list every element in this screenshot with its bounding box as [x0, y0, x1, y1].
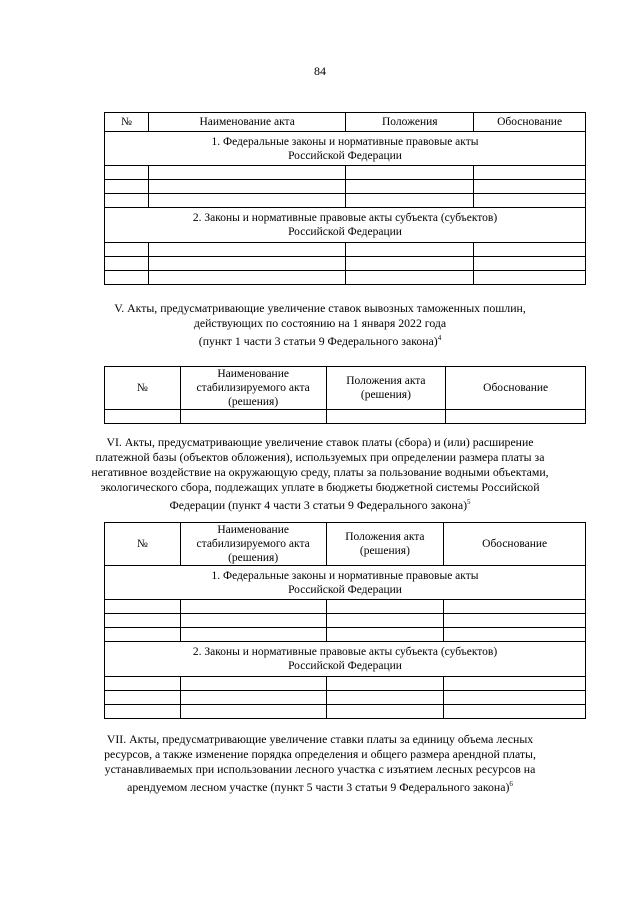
section-row-federal — [105, 132, 586, 166]
section-title-line1: 1. Федеральные законы и нормативные правовые акты — [211, 135, 479, 148]
table-row — [105, 614, 586, 628]
table-header-row — [105, 367, 586, 410]
section-title-line2: Российской Федерации — [288, 583, 402, 596]
acts-table-1 — [104, 112, 586, 285]
header-number: № — [105, 523, 181, 566]
acts-table-3 — [104, 522, 586, 719]
section-vi-heading — [70, 435, 570, 513]
acts-table-2 — [104, 366, 586, 424]
footnote-marker: 4 — [437, 334, 442, 342]
section-title-line2: Российской Федерации — [288, 226, 402, 238]
header-provisions: Положения акта (решения) — [326, 367, 446, 410]
heading-line: действующих по состоянию на 1 января 2022 года — [193, 316, 447, 330]
header-act-name: Наименование стабилизируемого акта (решения) — [180, 523, 326, 566]
table-row — [105, 271, 586, 285]
section-title-line2: Российской Федерации — [288, 149, 402, 162]
table-row — [105, 194, 586, 208]
table-row — [105, 166, 586, 180]
header-act-name: Наименование стабилизируемого акта (решения) — [180, 367, 326, 410]
table-header-row — [105, 113, 586, 132]
table-row — [105, 628, 586, 642]
heading-line: ресурсов, а также изменение порядка определения и общего размера арендной платы, — [104, 747, 536, 761]
heading-line: Федерации (пункт 4 части 3 статьи 9 Федерального закона)$^5$ — [169, 497, 471, 512]
header-provisions: Положения — [346, 113, 474, 132]
table-row — [105, 677, 586, 691]
section-title-line1: 1. Федеральные законы и нормативные правовые акты — [211, 569, 479, 582]
section-title-line1: 2. Законы и нормативные правовые акты субъекта (субъектов) — [192, 212, 498, 224]
table-header-row — [105, 523, 586, 566]
section-v-heading — [80, 301, 560, 349]
heading-line: VI. Акты, предусматривающие увеличение ставок платы (сбора) и (или) расширение — [106, 435, 534, 449]
table-row — [105, 410, 586, 424]
heading-line: VII. Акты, предусматривающие увеличение ставки платы за единицу объема лесных — [106, 732, 534, 746]
table-row — [105, 180, 586, 194]
header-justification: Обоснование — [474, 113, 586, 132]
header-justification: Обоснование — [446, 367, 586, 410]
table-row — [105, 691, 586, 705]
heading-line: устанавливаемых при использовании лесного участка с изъятием лесных ресурсов на — [104, 762, 536, 776]
section-row-regional — [105, 642, 586, 677]
page-number: 84 — [314, 64, 326, 78]
table-row — [105, 600, 586, 614]
section-title-line2: Российской Федерации — [288, 660, 402, 672]
header-number: № — [105, 367, 181, 410]
header-number: № — [105, 113, 149, 132]
footnote-marker: 6 — [509, 780, 513, 788]
table-row — [105, 705, 586, 719]
header-provisions: Положения акта (решения) — [326, 523, 444, 566]
header-act-name: Наименование акта — [148, 113, 346, 132]
heading-line: арендуемом лесном участке (пункт 5 части 3 статьи 9 Федерального закона)$^6$ — [127, 779, 513, 794]
table-row — [105, 243, 586, 257]
heading-line: (пункт 1 части 3 статьи 9 Федерального закона)$^4$ — [198, 333, 442, 348]
heading-line: платежной базы (объектов обложения), используемых при определении размера платы за — [95, 450, 545, 464]
section-title-line1: 2. Законы и нормативные правовые акты субъекта (субъектов) — [192, 646, 498, 658]
section-row-federal — [105, 566, 586, 600]
section-vii-heading — [70, 732, 570, 795]
section-row-regional — [105, 208, 586, 243]
header-justification: Обоснование — [444, 523, 586, 566]
footnote-marker: 5 — [467, 498, 471, 506]
heading-line: экологического сбора, подлежащих уплате в бюджеты бюджетной системы Российской — [100, 480, 540, 494]
table-row — [105, 257, 586, 271]
heading-line: V. Акты, предусматривающие увеличение ставок вывозных таможенных пошлин, — [114, 301, 526, 315]
heading-line: негативное воздействие на окружающую среду, платы за пользование водными объектами, — [91, 465, 549, 479]
